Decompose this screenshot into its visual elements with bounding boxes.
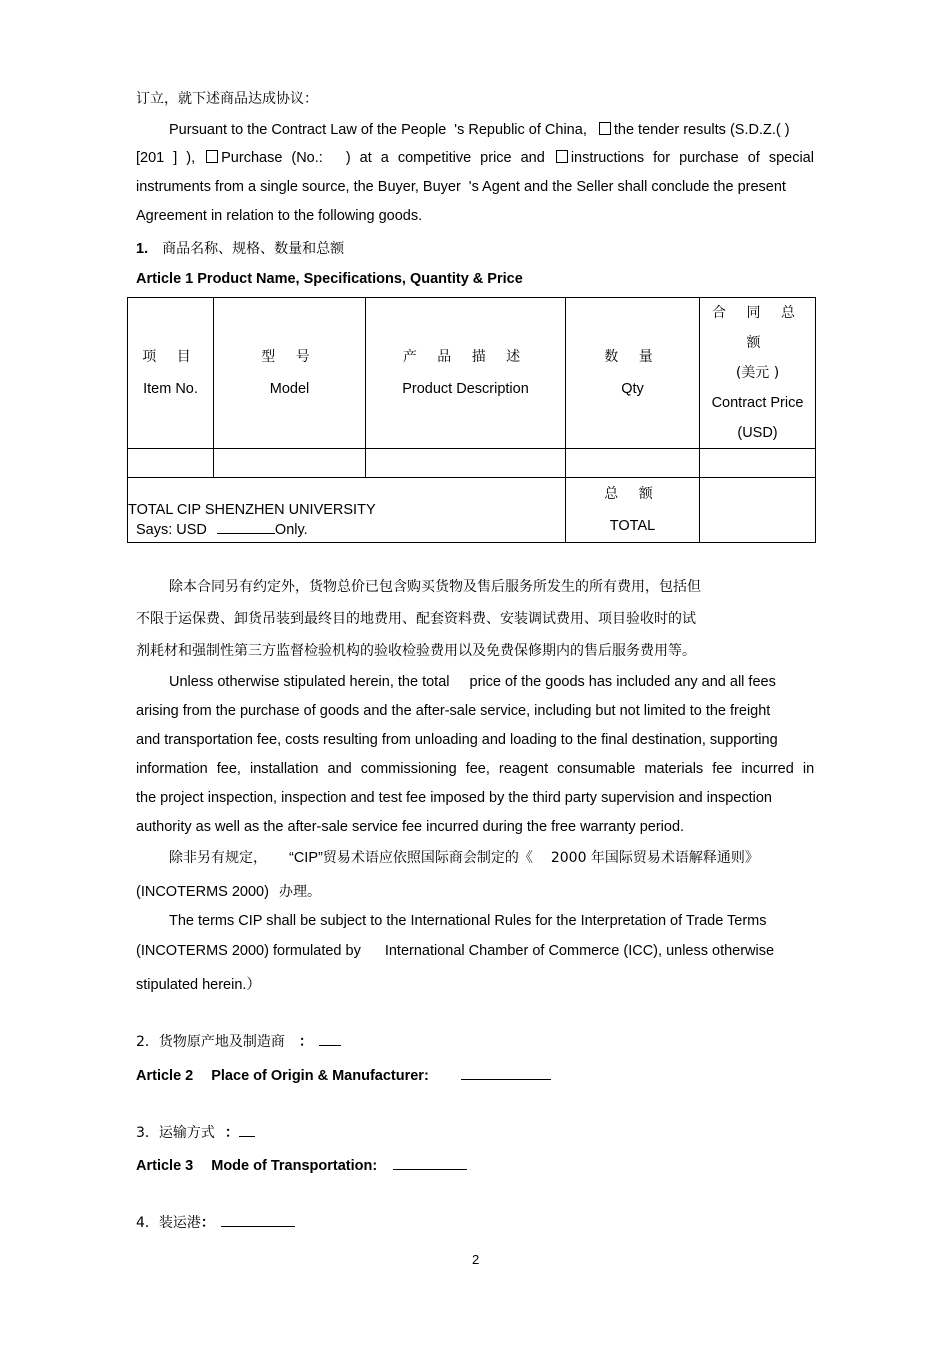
article1-heading-zh: 1. 商品名称、规格、数量和总额 <box>136 241 345 257</box>
article4-heading-zh: 4．装运港： <box>136 1212 295 1232</box>
para1-line1 <box>169 122 790 138</box>
fees-en-line3: and transportation fee, costs resulting from unloading and loading to the final destination, supporting <box>136 732 778 748</box>
product-table <box>127 297 816 543</box>
fees-en-line1: Unless otherwise stipulated herein, the total price of the goods has included any and all fees <box>169 674 776 690</box>
cip-en-line3: stipulated herein.） <box>136 977 261 993</box>
total-header: 总 额 TOTAL <box>566 478 700 543</box>
cell-qty[interactable] <box>566 449 700 478</box>
text: s Republic of China, <box>457 122 587 138</box>
fees-en-line2: arising from the purchase of goods and the after-sale service, including but not limited to the freight <box>136 703 771 719</box>
fees-zh-line2: 不限于运保费、卸货吊装到最终目的地费用、配套资料费、安装调试费用、项目验收时的试 <box>136 611 696 627</box>
fees-en-line6: authority as well as the after-sale service fee incurred during the free warranty period. <box>136 819 685 835</box>
checkbox-purchase[interactable] <box>206 150 218 163</box>
table-header-row <box>128 298 816 449</box>
origin-en-blank[interactable] <box>461 1065 551 1080</box>
para1-line2: [201 ] ), Purchase (No.: ) at a competitive price and instructions for purchase of special <box>136 150 814 166</box>
says-line: Says: USD Only. <box>136 519 308 538</box>
text: ' <box>454 122 458 138</box>
cip-en-line2: (INCOTERMS 2000) formulated by International Chamber of Commerce (ICC), unless otherwise <box>136 943 775 959</box>
header-qty: 数 量 Qty <box>566 298 700 449</box>
fees-zh-line3: 剂耗材和强制性第三方监督检验机构的验收检验费用以及免费保修期内的售后服务费用等。 <box>136 643 696 659</box>
page-number: 2 <box>472 1252 480 1267</box>
article3-heading-en: Article 3 Mode of Transportation: <box>136 1155 467 1174</box>
header-description: 产 品 描 述 Product Description <box>366 298 566 449</box>
origin-zh-blank[interactable] <box>319 1031 341 1046</box>
port-blank[interactable] <box>221 1212 295 1227</box>
article1-heading-en: Article 1 Product Name, Specifications, Quantity & Price <box>136 271 523 287</box>
transport-en-blank[interactable] <box>393 1155 467 1170</box>
says-amount-blank[interactable] <box>217 519 275 534</box>
total-amount-cell[interactable] <box>700 478 816 543</box>
cell-description[interactable] <box>366 449 566 478</box>
checkbox-tender[interactable] <box>599 122 611 135</box>
header-model: 型 号 Model <box>214 298 366 449</box>
cell-price[interactable] <box>700 449 816 478</box>
text: Pursuant to the Contract Law of the People <box>169 122 447 138</box>
cip-zh-line2: (INCOTERMS 2000) 办理。 <box>136 884 321 900</box>
para1-line3: instruments from a single source, the Buyer, Buyer 's Agent and the Seller shall conclude the present <box>136 179 786 195</box>
intro-line: 订立，就下述商品达成协议： <box>136 91 318 107</box>
total-label: TOTAL CIP SHENZHEN UNIVERSITY <box>128 478 566 543</box>
header-item-no: 项 目 Item No. <box>128 298 214 449</box>
header-contract-price: 合 同 总 额 (美元 ) Contract Price (USD) <box>700 298 816 449</box>
fees-zh-line1: 除本合同另有约定外，货物总价已包含购买货物及售后服务所发生的所有费用，包括但 <box>169 579 701 595</box>
para1-line4: Agreement in relation to the following goods. <box>136 208 423 224</box>
article2-heading-en: Article 2 Place of Origin & Manufacturer: <box>136 1065 551 1084</box>
fees-en-line4: information fee, installation and commissioning fee, reagent consumable materials fee incurred in <box>136 761 815 777</box>
text: the tender results (S.D.Z.( ) <box>613 122 790 138</box>
cell-model[interactable] <box>214 449 366 478</box>
cip-zh-line1: 除非另有规定， “CIP”贸易术语应依照国际商会制定的《 2000 年国际贸易术语解释通则》 <box>169 850 759 866</box>
article3-heading-zh: 3．运输方式 ： <box>136 1122 255 1142</box>
checkbox-instructions[interactable] <box>556 150 568 163</box>
cip-en-line1: The terms CIP shall be subject to the International Rules for the Interpretation of Trade Terms <box>169 913 767 929</box>
fees-en-line5: the project inspection, inspection and test fee imposed by the third party supervision and inspection <box>136 790 772 806</box>
article2-heading-zh: 2．货物原产地及制造商 ： <box>136 1031 341 1051</box>
table-row <box>128 449 816 478</box>
cell-item-no[interactable] <box>128 449 214 478</box>
transport-zh-blank[interactable] <box>239 1122 255 1137</box>
